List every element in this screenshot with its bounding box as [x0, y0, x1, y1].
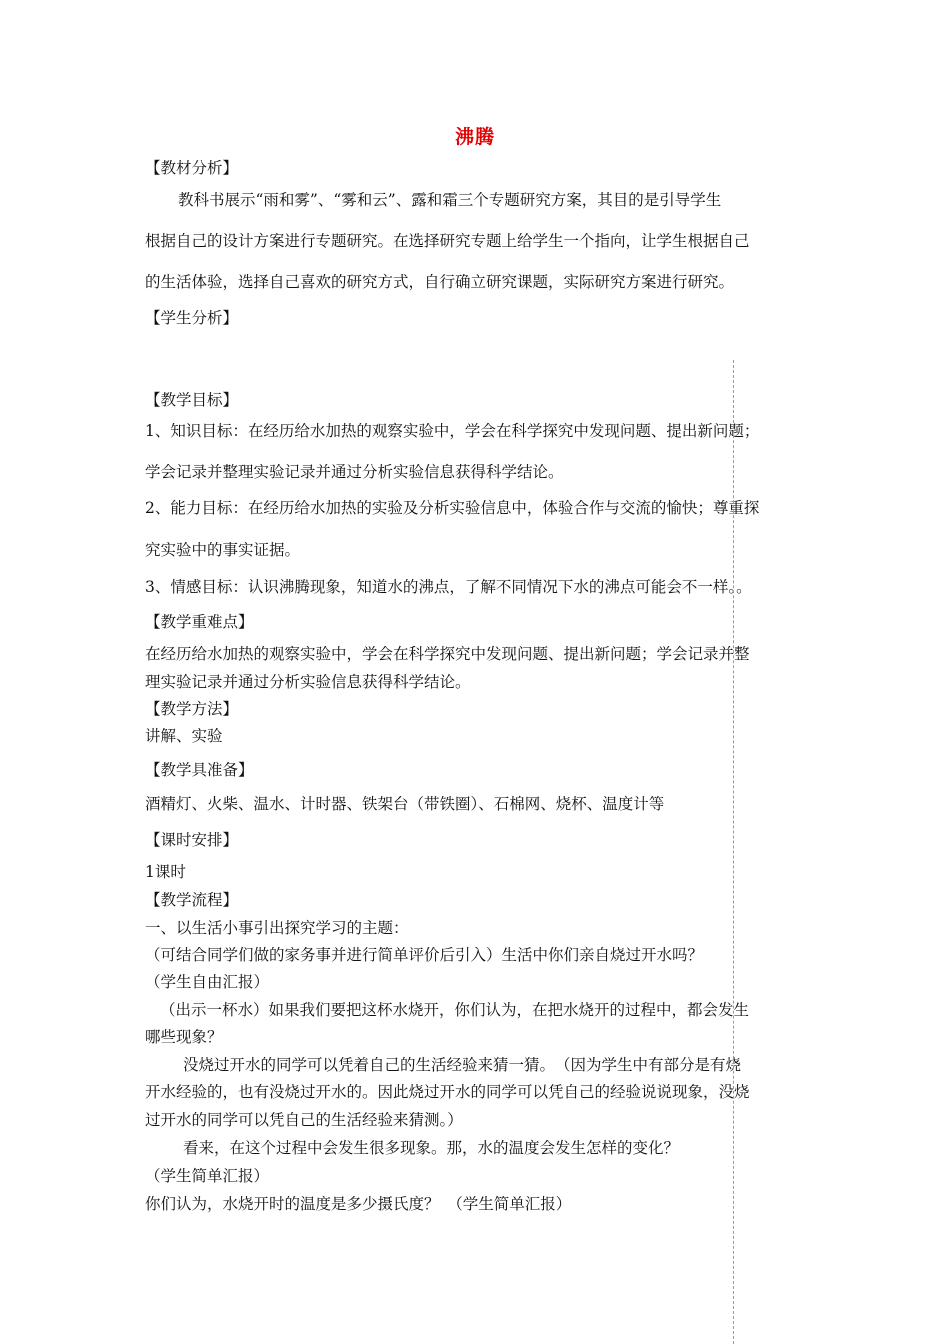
text-line: 【教学流程】: [145, 891, 239, 909]
text-line: （出示一杯水）如果我们要把这杯水烧开，你们认为，在把水烧开的过程中，都会发生: [160, 1001, 750, 1019]
text-line: 2、能力目标：在经历给水加热的实验及分析实验信息中，体验合作与交流的愉快；尊重探: [145, 499, 760, 517]
text-line: 的生活体验，选择自己喜欢的研究方式，自行确立研究课题，实际研究方案进行研究。: [145, 273, 735, 291]
text-line: 【教学方法】: [145, 700, 239, 718]
text-line: 哪些现象？: [145, 1028, 223, 1046]
text-line: 学会记录并整理实验记录并通过分析实验信息获得科学结论。: [145, 463, 564, 481]
text-line: 【教学具准备】: [145, 761, 254, 779]
document-title: 沸腾: [454, 126, 495, 148]
text-line: 【教材分析】: [145, 159, 239, 177]
text-line: 一、以生活小事引出探究学习的主题：: [145, 919, 409, 937]
text-line: 根据自己的设计方案进行专题研究。在选择研究专题上给学生一个指向，让学生根据自己: [145, 232, 750, 250]
text-line: 开水经验的，也有没烧过开水的。因此烧过开水的同学可以凭自己的经验说说现象，没烧: [145, 1083, 750, 1101]
text-line: 看来，在这个过程中会发生很多现象。那，水的温度会发生怎样的变化？: [183, 1139, 680, 1157]
text-line: 3、情感目标：认识沸腾现象，知道水的沸点，了解不同情况下水的沸点可能会不一样。。: [145, 578, 752, 596]
text-line: 1课时: [145, 863, 186, 881]
text-line: 教科书展示“雨和雾”、“雾和云”、露和霜三个专题研究方案，其目的是引导学生: [178, 191, 722, 209]
text-line: （可结合同学们做的家务事并进行简单评价后引入）生活中你们亲自烧过开水吗？: [145, 946, 704, 964]
text-line: 【课时安排】: [145, 831, 239, 849]
text-line: （学生自由汇报）: [145, 973, 270, 991]
text-line: 酒精灯、火柴、温水、计时器、铁架台（带铁圈）、石棉网、烧杯、温度计等: [145, 795, 665, 813]
text-line: 没烧过开水的同学可以凭着自己的生活经验来猜一猜。 （因为学生中有部分是有烧: [183, 1056, 742, 1074]
dashed-margin-line: [733, 360, 734, 1344]
text-line: 【教学目标】: [145, 391, 239, 409]
text-line: 【教学重难点】: [145, 613, 254, 631]
text-line: 1、知识目标：在经历给水加热的观察实验中，学会在科学探究中发现问题、提出新问题；: [145, 422, 760, 440]
text-line: 你们认为，水烧开时的温度是多少摄氏度？ （学生简单汇报）: [145, 1195, 572, 1213]
text-line: 过开水的同学可以凭自己的生活经验来猜测。）: [145, 1111, 463, 1129]
text-line: 在经历给水加热的观察实验中，学会在科学探究中发现问题、提出新问题；学会记录并整: [145, 645, 750, 663]
text-line: 理实验记录并通过分析实验信息获得科学结论。: [145, 673, 471, 691]
text-line: （学生简单汇报）: [145, 1167, 270, 1185]
text-line: 究实验中的事实证据。: [145, 541, 301, 559]
text-line: 【学生分析】: [145, 309, 239, 327]
text-line: 讲解、实验: [145, 727, 223, 745]
